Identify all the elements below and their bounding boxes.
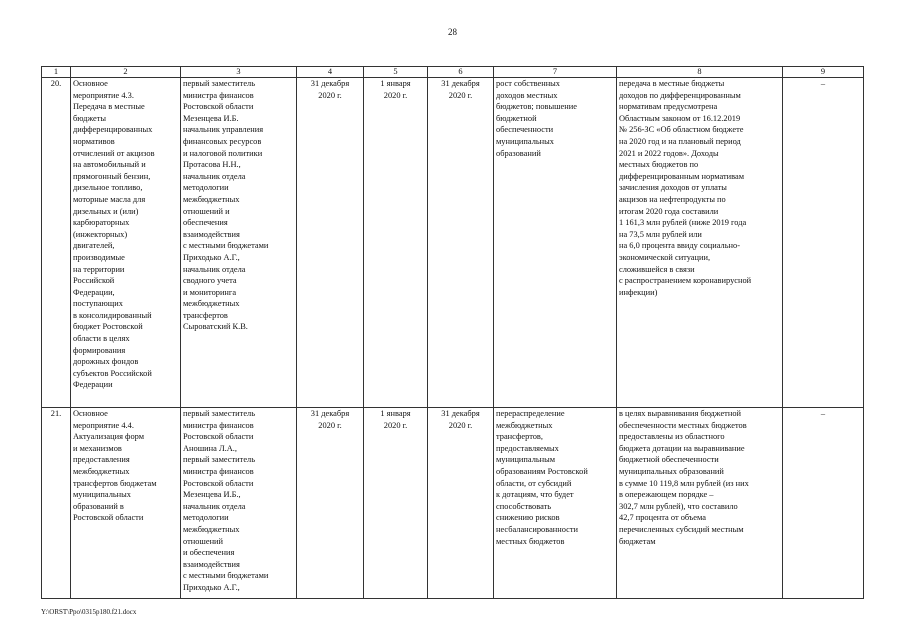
- plan-start-cell: 31 декабря 2020 г.: [297, 408, 364, 599]
- column-header: 5: [364, 67, 428, 78]
- planned-result-cell: рост собственных доходов местных бюджетов; повышение бюджетной обеспеченности муниципальных образований: [494, 78, 617, 408]
- row-number-cell: 21.: [42, 408, 71, 599]
- actual-end-cell: 31 декабря 2020 г.: [428, 78, 494, 408]
- event-cell: Основное мероприятие 4.3. Передача в местные бюджеты дифференцированных нормативов отчислений от акцизов на автомобильный и прямогонный бензин, дизельное топливо, моторные масла для дизельных и (или) карбюраторных (инжекторных) двигателей, производимые на территории Российской Федерации, поступающих в консолидированный бюджет Ростовской области в целях формирования дорожных фондов субъектов Российской Федерации: [71, 78, 181, 408]
- planned-result-cell: перераспределение межбюджетных трансфертов, предоставляемых муниципальным образованиям Ростовской области, от субсидий к дотациям, что будет способствовать снижению рисков несбалансированности местных бюджетов: [494, 408, 617, 599]
- column-header: 7: [494, 67, 617, 78]
- event-cell: Основное мероприятие 4.4. Актуализация форм и механизмов предоставления межбюджетных трансфертов бюджетам муниципальных образований в Ростовской области: [71, 408, 181, 599]
- column-header: 6: [428, 67, 494, 78]
- reasons-cell: –: [783, 78, 864, 408]
- column-header: 9: [783, 67, 864, 78]
- column-header: 2: [71, 67, 181, 78]
- table-row: [42, 78, 864, 408]
- column-header: 1: [42, 67, 71, 78]
- row-number-cell: 20.: [42, 78, 71, 408]
- page-number: 28: [448, 27, 457, 37]
- column-header: 8: [617, 67, 783, 78]
- table-header-row: [42, 67, 864, 78]
- actual-start-cell: 1 января 2020 г.: [364, 78, 428, 408]
- actual-result-cell: в целях выравнивания бюджетной обеспеченности местных бюджетов предоставлены из областного бюджета дотации на выравнивание бюджетной обеспеченности муниципальных образований в сумме 10 119,8 млн рублей (из них в опережающем порядке – 302,7 млн рублей), что составило 42,7 процента от объема перечисленных субсидий местным бюджетам: [617, 408, 783, 599]
- actual-start-cell: 1 января 2020 г.: [364, 408, 428, 599]
- plan-start-cell: 31 декабря 2020 г.: [297, 78, 364, 408]
- actual-end-cell: 31 декабря 2020 г.: [428, 408, 494, 599]
- responsible-cell: первый заместитель министра финансов Ростовской области Мезенцева И.Б. начальник управления финансовых ресурсов и налоговой политики Протасова Н.Н., начальник отдела методологии межбюджетных отношений и обеспечения взаимодействия с местными бюджетами Приходько А.Г., начальник отдела сводного учета и мониторинга межбюджетных трансфертов Сыроватский К.В.: [181, 78, 297, 408]
- column-header: 3: [181, 67, 297, 78]
- footer-file-path: Y:\ORST\Ppo\0315p180.f21.docx: [41, 608, 137, 616]
- report-table: [41, 66, 864, 599]
- reasons-cell: –: [783, 408, 864, 599]
- table-row: [42, 408, 864, 599]
- responsible-cell: первый заместитель министра финансов Ростовской области Аношина Л.А., первый заместитель министра финансов Ростовской области Мезенцева И.Б., начальник отдела методологии межбюджетных отношений и обеспечения взаимодействия с местными бюджетами Приходько А.Г.,: [181, 408, 297, 599]
- actual-result-cell: передача в местные бюджеты доходов по дифференцированным нормативам предусмотрена Областным законом от 16.12.2019 № 256-ЗС «Об областном бюджете на 2020 год и на плановый период 2021 и 2022 годов». Доходы местных бюджетов по дифференцированным нормативам зачисления доходов от уплаты акцизов на нефтепродукты по итогам 2020 года составили 1 161,3 млн рублей (ниже 2019 года на 73,5 млн рублей или на 6,0 процента ввиду социально- экономической ситуации, сложившейся в связи с распространением коронавирусной инфекции): [617, 78, 783, 408]
- column-header: 4: [297, 67, 364, 78]
